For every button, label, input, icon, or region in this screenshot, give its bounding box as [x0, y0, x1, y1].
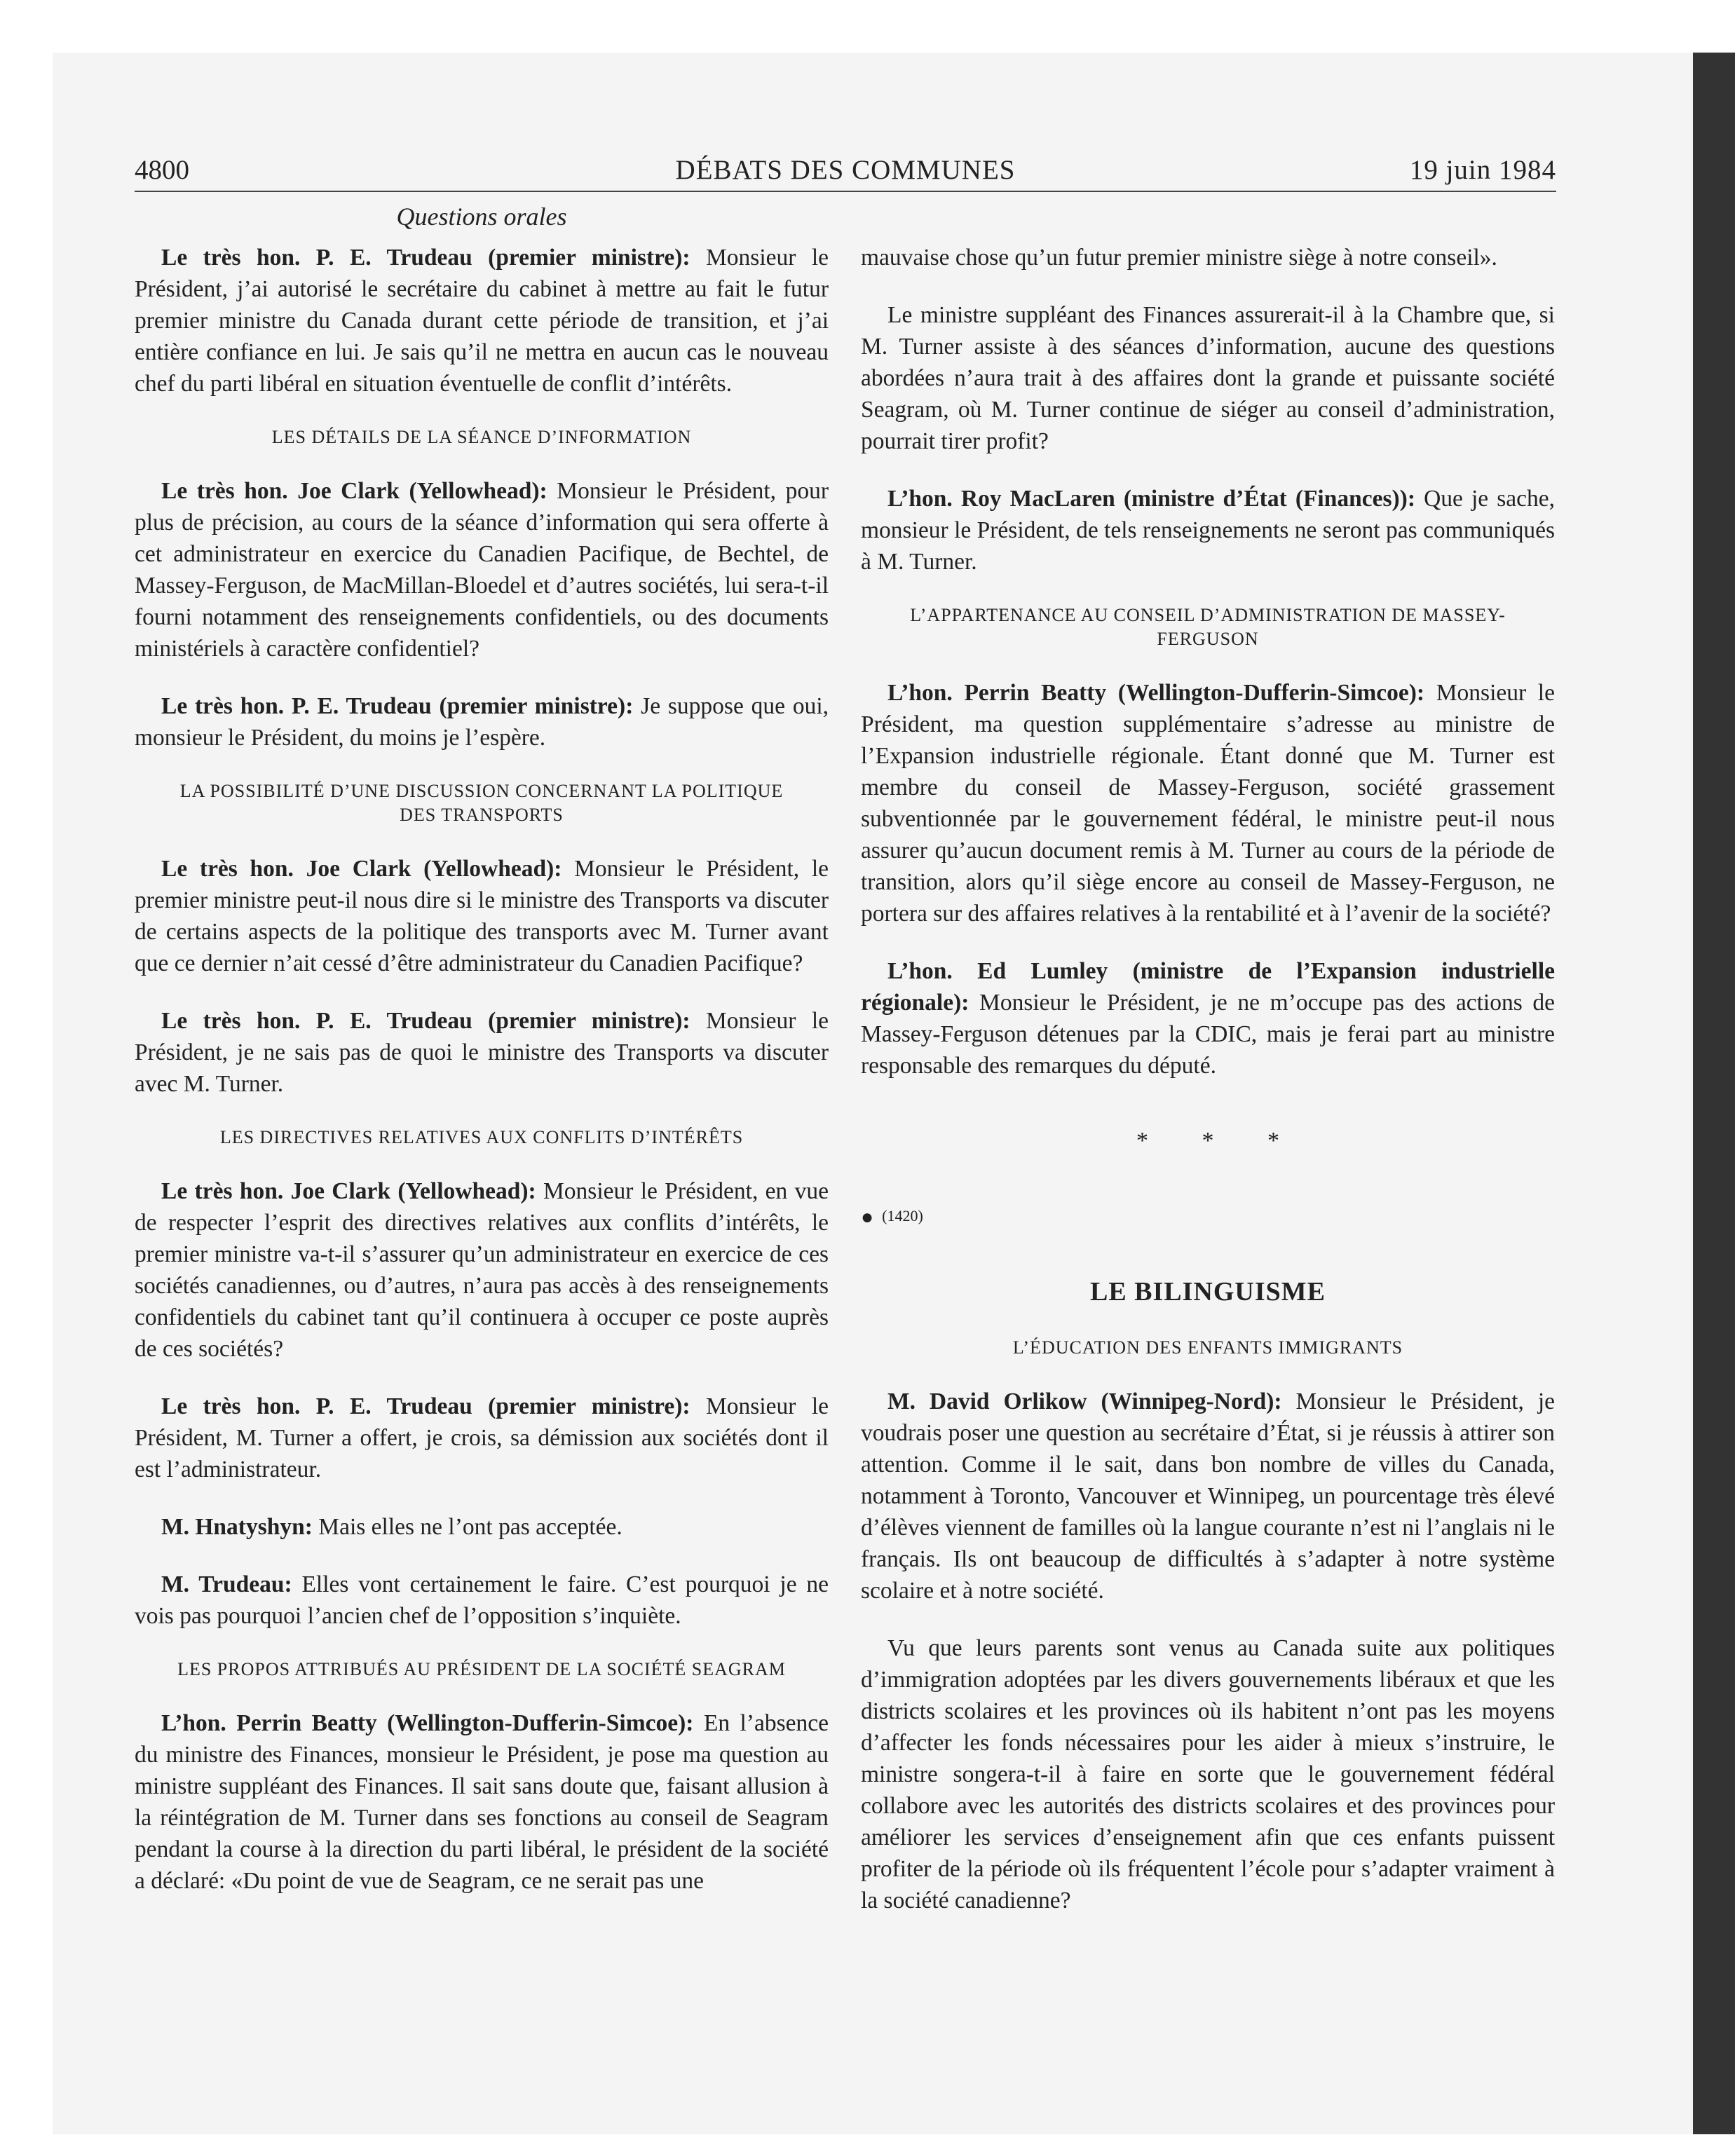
speaker: Le très hon. P. E. Trudeau (premier ministre): — [161, 1008, 690, 1034]
running-head: Questions orales — [396, 203, 567, 231]
paragraph: mauvaise chose qu’un futur premier ministre siège à notre conseil». — [861, 245, 1497, 271]
time-marker — [861, 1200, 1555, 1233]
speaker: Le très hon. Joe Clark (Yellowhead): — [161, 1178, 536, 1204]
paragraph — [861, 955, 1555, 1082]
speech-text: Monsieur le Président, le premier ministre peut-il nous dire si le ministre des Transports va discuter de certains aspects de la politique des transports avec M. Turner avant que ce dernier n’ait cessé d’être administrateur du Canadien Pacifique? — [135, 856, 829, 976]
subheading: L’APPARTENANCE AU CONSEIL D’ADMINISTRATION DE MASSEY-FERGUSON — [910, 605, 1506, 649]
paragraph — [861, 483, 1555, 578]
subheading: L’ÉDUCATION DES ENFANTS IMMIGRANTS — [1012, 1337, 1403, 1358]
paragraph — [135, 1175, 829, 1365]
speech-text: Monsieur le Président, je voudrais poser une question au secrétaire d’État, si je réussis à attirer son attention. Comme il le sait, dans bon nombre de villes du Canada, notamment à Toronto, Vancouver et Winnipeg, un pourcentage très élevé d’élèves viennent de familles où la langue courante n’est ni l’anglais ni le français. Ils ont beaucoup de difficultés à s’adapter à notre système scolaire et à notre société. — [861, 1389, 1556, 1604]
speech-text: Monsieur le Président, je ne m’occupe pas des actions de Massey-Ferguson détenues par la CDIC, mais je ferai part au ministre responsable des remarques du député. — [861, 990, 1555, 1079]
section-separator: * * * — [1136, 1128, 1303, 1154]
speaker: Le très hon. P. E. Trudeau (premier ministre): — [161, 245, 690, 271]
paragraph — [135, 1569, 829, 1632]
page-header — [135, 149, 1556, 192]
paragraph — [135, 242, 829, 400]
subheading: LES PROPOS ATTRIBUÉS AU PRÉSIDENT DE LA SOCIÉTÉ SEAGRAM — [177, 1659, 786, 1679]
speech-text: Monsieur le Président, en vue de respecter l’esprit des directives relatives aux conflits d’intérêts, le premier ministre va-t-il s’assurer qu’un administrateur en exercice de ces sociétés canadiennes, ou d’autres, n’aura pas accès à des renseignements confidentiels du cabinet tant qu’il continuera à occuper ce poste auprès de ces sociétés? — [135, 1178, 829, 1362]
bullet-icon: ● — [861, 1206, 874, 1229]
speech-text: Elles vont certainement le faire. C’est pourquoi je ne vois pas pourquoi l’ancien chef de l’opposition s’inquiète. — [135, 1571, 829, 1629]
speech-text: Monsieur le Président, ma question supplémentaire s’adresse au ministre de l’Expansion industrielle régionale. Étant donné que M. Turner est membre du conseil de Massey-Ferguson, société grassement subventionnée par le gouvernement fédéral, le ministre peut-il nous assurer qu’aucun document remis à M. Turner au cours de la période de transition, alors qu’il siège encore au conseil de Massey-Ferguson, ne portera sur des affaires relatives à la rentabilité et à l’avenir de la société? — [861, 680, 1555, 927]
speech-text: Monsieur le Président, pour plus de précision, au cours de la séance d’information qui sera offerte à cet administrateur en exercice du Canadien Pacifique, de Bechtel, de Massey-Ferguson, de MacMillan-Bloedel et d’autres sociétés, lui sera-t-il fourni notamment des renseignements confidentiels, ou des documents ministériels à caractère confidentiel? — [135, 478, 829, 662]
paragraph — [135, 1391, 829, 1485]
speech-text: Que je sache, monsieur le Président, de tels renseignements ne seront pas communiqués à M. Turner. — [861, 486, 1555, 575]
speaker: Le très hon. Joe Clark (Yellowhead): — [161, 478, 547, 504]
subheading: LES DIRECTIVES RELATIVES AUX CONFLITS D’INTÉRÊTS — [219, 1127, 744, 1147]
speaker: L’hon. Perrin Beatty (Wellington-Dufferin-Simcoe): — [887, 680, 1425, 706]
paragraph: Le ministre suppléant des Finances assurerait-il à la Chambre que, si M. Turner assiste à des séances d’information, aucune des questions abordées n’aura trait à des affaires dont la grande et puissante société Seagram, où M. Turner continue de siéger au conseil d’administration, pourrait tirer profit? — [861, 302, 1555, 454]
paragraph — [135, 853, 829, 979]
page-number: 4800 — [135, 155, 189, 185]
speaker: Le très hon. Joe Clark (Yellowhead): — [161, 856, 562, 882]
page-date: 19 juin 1984 — [1409, 155, 1556, 185]
paragraph — [135, 475, 829, 664]
subheading: LA POSSIBILITÉ D’UNE DISCUSSION CONCERNANT LA POLITIQUE DES TRANSPORTS — [179, 781, 784, 825]
paragraph — [135, 1707, 829, 1897]
speech-text: Je suppose que oui, monsieur le Président, du moins je l’espère. — [135, 693, 829, 751]
right-column — [861, 242, 1555, 1942]
speaker: Le très hon. P. E. Trudeau (premier ministre): — [161, 1393, 690, 1419]
speaker: Le très hon. P. E. Trudeau (premier ministre): — [161, 693, 634, 719]
speaker: L’hon. Ed Lumley (ministre de l’Expansion industrielle régionale): — [861, 958, 1555, 1016]
paragraph — [135, 1005, 829, 1100]
speech-text: Monsieur le Président, M. Turner a offert, je crois, sa démission aux sociétés dont il est l’administrateur. — [135, 1393, 829, 1482]
speech-text: Mais elles ne l’ont pas acceptée. — [318, 1514, 622, 1540]
subheading: LES DÉTAILS DE LA SÉANCE D’INFORMATION — [271, 427, 692, 447]
speech-text: Monsieur le Président, je ne sais pas de quoi le ministre des Transports va discuter avec M. Turner. — [135, 1008, 829, 1097]
time-marker-text: (1420) — [882, 1207, 923, 1224]
speaker: L’hon. Roy MacLaren (ministre d’État (Finances)): — [887, 486, 1415, 512]
paragraph — [135, 690, 829, 753]
paragraph: Vu que leurs parents sont venus au Canada suite aux politiques d’immigration adoptées par les divers gouvernements libéraux et que les districts scolaires et les provinces où ils habitent n’ont pas les moyens d’affecter les fonds nécessaires pour les aider à mieux s’instruire, le ministre songera-t-il à faire en sorte que le gouvernement fédéral collabore avec les autorités des districts scolaires et des provinces pour améliorer les services d’enseignement afin que ces enfants puissent profiter de la période où ils fréquentent l’école pour s’adapter vraiment à la société canadienne? — [861, 1635, 1555, 1914]
speaker: M. Trudeau: — [161, 1571, 292, 1597]
binding-edge — [1693, 53, 1735, 2134]
paragraph — [861, 1386, 1555, 1606]
publication-title: DÉBATS DES COMMUNES — [675, 155, 1016, 185]
speech-text: Monsieur le Président, j’ai autorisé le secrétaire du cabinet à mettre au fait le futur premier ministre du Canada durant cette période de transition, et j’ai entière confiance en lui. Je sais qu’il ne mettra en aucun cas le nouveau chef du parti libéral en situation éventuelle de conflit d’intérêts. — [135, 245, 829, 397]
paragraph — [135, 1511, 829, 1543]
speaker: M. Hnatyshyn: — [161, 1514, 313, 1540]
section-title: LE BILINGUISME — [1089, 1277, 1326, 1307]
left-column — [135, 242, 829, 1923]
speech-text: En l’absence du ministre des Finances, monsieur le Président, je pose ma question au ministre suppléant des Finances. Il sait sans doute que, faisant allusion à la réintégration de M. Turner dans ses fonctions au conseil de Seagram pendant la course à la direction du parti libéral, le président de la société a déclaré: «Du point de vue de Seagram, ce ne serait pas une — [135, 1710, 829, 1894]
speaker: L’hon. Perrin Beatty (Wellington-Dufferin-Simcoe): — [161, 1710, 694, 1736]
paragraph — [861, 677, 1555, 929]
speaker: M. David Orlikow (Winnipeg-Nord): — [887, 1389, 1282, 1415]
